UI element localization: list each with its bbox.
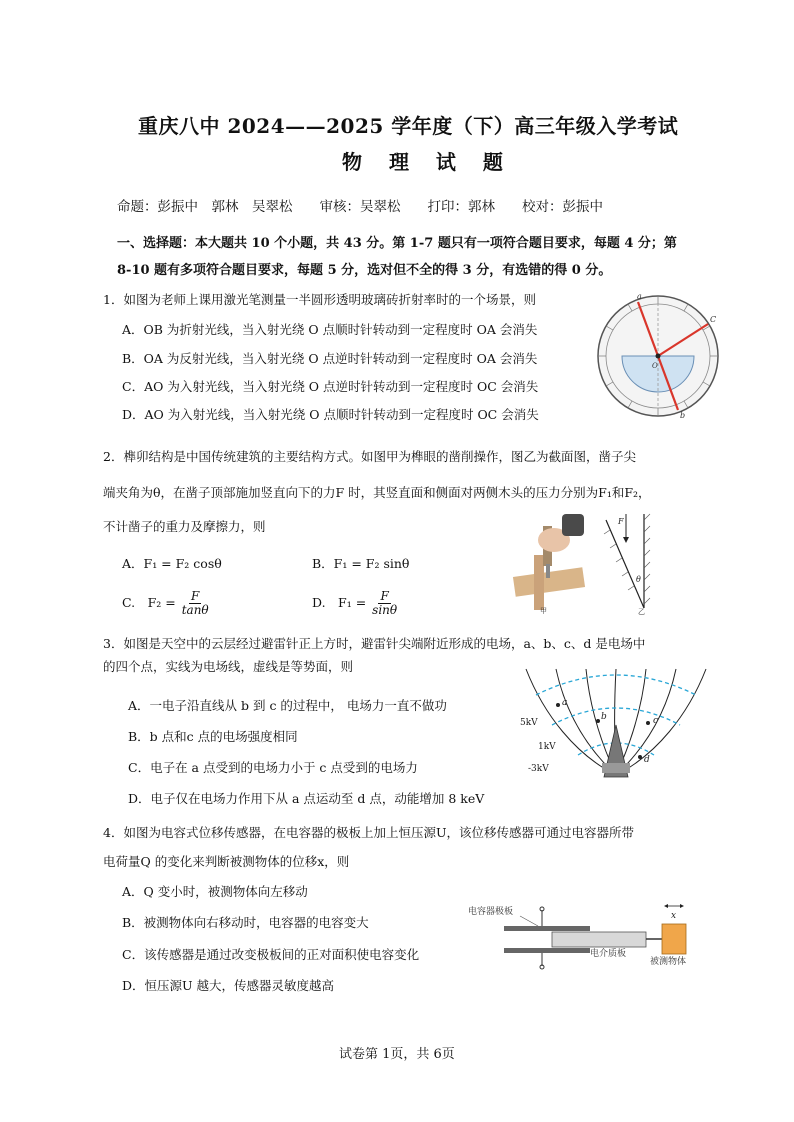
q2-option-c-fraction	[180, 590, 211, 617]
point-o	[656, 354, 661, 359]
q1-option-a: A．OB 为折射光线，当入射光绕 O 点顺时针转动到一定程度时 OA 会消失	[122, 322, 538, 337]
label-b: b	[680, 411, 686, 420]
q2-option-c	[122, 590, 211, 617]
q4-stem-line1: 4．如图为电容式位移传感器，在电容器的极板上加上恒压源U，该位移传感器可通过电容器所带	[103, 825, 634, 840]
hammer-sleeve	[562, 514, 584, 536]
wood-post	[534, 555, 544, 610]
label-o: O	[652, 362, 658, 370]
q1-option-c: C．AO 为入射光线，当入射光绕 O 点逆时针转动到一定程度时 OC 会消失	[122, 379, 539, 394]
label-c: C	[710, 315, 717, 324]
staff-line: 命题：彭振中 郭林 吴翠松 审核：吴翠松 打印：郭林 校对：彭振中	[117, 199, 603, 215]
q3-option-c: C．电子在 a 点受到的电场力小于 c 点受到的电场力	[128, 760, 418, 775]
exam-title: 重庆八中 2024——2025 学年度（下）高三年级入学考试	[138, 114, 679, 138]
displacement-arrowhead-right	[680, 904, 684, 908]
chisel-section-diagram	[604, 514, 650, 608]
section-instructions-line1: 一、选择题：本大题共 10 个小题，共 43 分。第 1-7 题只有一项符合题目要求，每题 4 分；第	[117, 236, 677, 251]
label-b: b	[601, 712, 607, 722]
label-a: a	[637, 292, 642, 301]
upper-plate	[504, 926, 590, 931]
label-theta: θ	[636, 575, 641, 584]
page-footer: 试卷第 1页，共 6页	[339, 1047, 455, 1062]
label-1kv: 1kV	[538, 742, 556, 752]
q2-mortise-figure	[510, 510, 660, 615]
lightning-rod-base	[602, 763, 630, 773]
point-d	[638, 755, 642, 759]
plate-pointer	[520, 916, 538, 926]
point-a	[556, 703, 560, 707]
label-x: x	[671, 911, 677, 921]
q1-option-b: B．OA 为反射光线，当入射光绕 O 点逆时针转动到一定程度时 OA 会消失	[122, 351, 538, 366]
q3-stem-line2: 的四个点，实线为电场线，虚线是等势面，则	[103, 659, 354, 674]
q2-option-b: B．F₁ = F₂ sinθ	[312, 556, 410, 571]
point-b	[596, 719, 600, 723]
q1-stem: 1．如图为老师上课用激光笔测量一半圆形透明玻璃砖折射率时的一个场景，则	[103, 292, 536, 307]
q4-option-d: D．恒压源U 越大，传感器灵敏度越高	[122, 978, 335, 993]
label-f: F	[618, 517, 624, 526]
label-5kv: 5kV	[520, 718, 538, 728]
chisel-blade	[546, 564, 550, 578]
section-instructions-line2: 8-10 题有多项符合题目要求，每题 5 分，选对但不全的得 3 分，有选错的得 0 分。	[117, 263, 612, 278]
force-arrowhead	[623, 537, 629, 543]
q2-option-c-prefix: C. F₂ =	[122, 595, 176, 610]
q4-stem-line2: 电荷量Q 的变化来判断被测物体的位移x，则	[103, 854, 350, 869]
chisel-photo	[513, 514, 585, 610]
label-a: a	[562, 698, 568, 708]
label-minus3kv: -3kV	[528, 764, 549, 774]
dielectric-slab	[552, 932, 646, 947]
label-plate: 电容器极板	[468, 907, 514, 917]
label-jia: 甲	[540, 607, 547, 615]
q2-option-d-fraction	[370, 590, 399, 617]
q2-stem-line3: 不计凿子的重力及摩擦力，则	[103, 519, 266, 534]
q2-option-d-denominator: sinθ	[372, 603, 398, 617]
q4-capacitor-sensor-figure	[466, 896, 706, 976]
displacement-arrowhead-left	[664, 904, 668, 908]
q2-option-d-prefix: D. F₁ =	[312, 595, 367, 610]
q1-option-d: D．AO 为入射光线，当入射光绕 O 点顺时针转动到一定程度时 OC 会消失	[122, 407, 539, 422]
q4-option-b: B．被测物体向右移动时，电容器的电容变大	[122, 915, 369, 930]
q2-stem-line1: 2．榫卯结构是中国传统建筑的主要结构方式。如图甲为榫眼的凿削操作，图乙为截面图，凿子尖	[103, 449, 636, 464]
q2-option-d-numerator: F	[380, 589, 389, 603]
lower-plate	[504, 948, 590, 953]
point-c	[646, 721, 650, 725]
q1-refraction-figure	[592, 290, 724, 420]
q2-option-d	[312, 590, 399, 617]
q3-option-b: B．b 点和c 点的电场强度相同	[128, 729, 298, 744]
q3-electric-field-figure	[516, 665, 716, 787]
label-yi: 乙	[638, 608, 645, 615]
label-c: c	[653, 716, 659, 726]
q2-option-a: A．F₁ = F₂ cosθ	[122, 556, 222, 571]
label-dielectric: 电介质板	[590, 949, 627, 959]
q2-stem-line2: 端夹角为θ，在凿子顶部施加竖直向下的力F 时，其竖直面和侧面对两侧木头的压力分别为F₁和F₂，	[103, 485, 651, 500]
exam-subtitle: 物 理 试 题	[342, 150, 513, 174]
q2-option-c-denominator: tanθ	[181, 603, 209, 617]
label-d: d	[644, 755, 650, 765]
measured-object	[662, 924, 686, 954]
q4-option-a: A．Q 变小时，被测物体向左移动	[122, 884, 308, 899]
q3-stem-line1: 3．如图是天空中的云层经过避雷针正上方时，避雷针尖端附近形成的电场，a、b、c、d 是电场中	[103, 636, 646, 651]
label-object: 被测物体	[650, 957, 687, 967]
q3-option-d: D．电子仅在电场力作用下从 a 点运动至 d 点，动能增加 8 keV	[128, 791, 485, 806]
slanted-face	[606, 520, 644, 608]
q2-option-c-numerator: F	[191, 589, 200, 603]
q3-option-a: A．一电子沿直线从 b 到 c 的过程中， 电场力一直不做功	[128, 698, 447, 713]
q4-option-c: C．该传感器是通过改变极板间的正对面积使电容变化	[122, 947, 420, 962]
